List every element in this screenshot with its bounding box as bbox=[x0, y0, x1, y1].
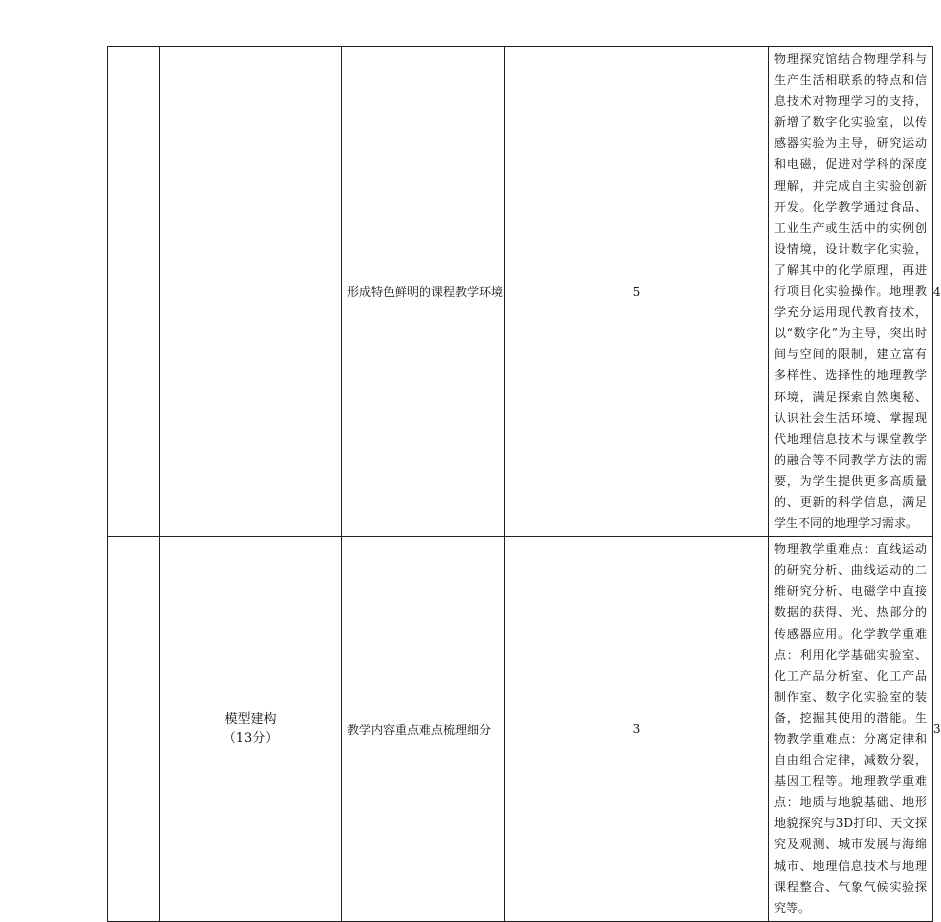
item-cell: 教学内容重点难点梳理细分 bbox=[342, 537, 505, 922]
spacer-cell bbox=[108, 537, 160, 922]
description-cell bbox=[769, 537, 933, 922]
score-cell: 3 bbox=[505, 537, 769, 922]
evaluation-table bbox=[107, 46, 941, 922]
description-cell bbox=[769, 47, 933, 537]
score-cell: 5 bbox=[505, 47, 769, 537]
category-cell bbox=[160, 537, 342, 922]
spacer-cell bbox=[108, 47, 160, 537]
description-text: 物理教学重难点：直线运动的研究分析、曲线运动的二维研究分析、电磁学中直接数据的获得、光、热部分的传感器应用。化学教学重难点：利用化学基础实验室、化工产品分析室、化工产品制作室、数字化实验室的装备，挖掘其使用的潜能。生物教学重难点：分离定律和自由组合定律，减数分裂，基因工程等。地理教学重难点：地质与地貌基础、地形地貌探究与3D打印、天文探究及观测、城市发展与海绵城市、地理信息技术与地理课程整合、气象气候实验探究等。 bbox=[774, 542, 927, 915]
table-row: 模型建构 （13分） 教学内容重点难点梳理细分 3 物理教学重难点：直线运动的研究分析、曲线运动的二维研究分析、电磁学中直接数据的获得、光、热部分的传感器应用。化学教学重难点：利用化学基础实验室、化工产品分析室、化工产品制作室、数字化实验室的装备，挖掘其使用的潜能。生物教学重难点：分离定律和自由组合定律，减数分裂，基因工程等。地理教学重难点：地质与地貌基础、地形地貌探究与3D打印、天文探究及观测、城市发展与海绵城市、地理信息技术与地理课程整合、气象气候实验探究等。 3 bbox=[108, 537, 933, 922]
category-label: 模型建构 bbox=[224, 712, 277, 727]
category-cell bbox=[160, 47, 342, 537]
table-row: 形成特色鲜明的课程教学环境 5 物理探究馆结合物理学科与生产生活相联系的特点和信息技术对物理学习的支持，新增了数字化实验室，以传感器实验为主导，研究运动和电磁，促进对学科的深度理解，并完成自主实验创新开发。化学教学通过食品、工业生产或生活中的实例创设情境，设计数字化实验，了解其中的化学原理，再进行项目化实验操作。地理教学充分运用现代教育技术，以“数字化”为主导，突出时间与空间的限制，建立富有多样性、选择性的地理教学环境，满足探索自然奥秘、认识社会生活环境、掌握现代地理信息技术与课堂教学的融合等不同教学方法的需要，为学生提供更多高质量的、更新的科学信息，满足学生不同的地理学习需求。 4 bbox=[108, 47, 933, 537]
category-points: （13分） bbox=[222, 731, 279, 746]
item-cell: 形成特色鲜明的课程教学环境 bbox=[342, 47, 505, 537]
description-text: 物理探究馆结合物理学科与生产生活相联系的特点和信息技术对物理学习的支持，新增了数字化实验室，以传感器实验为主导，研究运动和电磁，促进对学科的深度理解，并完成自主实验创新开发。化学教学通过食品、工业生产或生活中的实例创设情境，设计数字化实验，了解其中的化学原理，再进行项目化实验操作。地理教学充分运用现代教育技术，以“数字化”为主导，突出时间与空间的限制，建立富有多样性、选择性的地理教学环境，满足探索自然奥秘、认识社会生活环境、掌握现代地理信息技术与课堂教学的融合等不同教学方法的需要，为学生提供更多高质量的、更新的科学信息，满足学生不同的地理学习需求。 bbox=[774, 52, 927, 531]
